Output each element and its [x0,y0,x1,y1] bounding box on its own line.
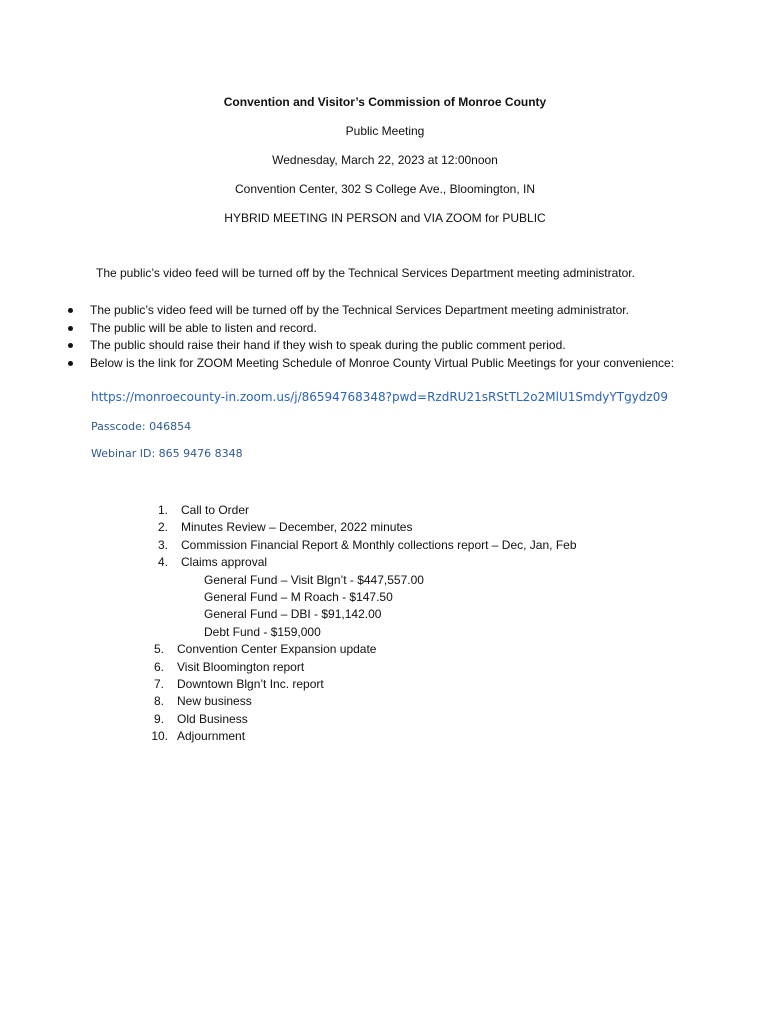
notice-list [66,302,674,372]
meeting-location: Convention Center, 302 S College Ave., Bloomington, IN [235,182,535,196]
zoom-passcode: Passcode: 046854 [91,420,192,433]
page-title: Convention and Visitor’s Commission of Monroe County [223,95,547,109]
zoom-webinar-id: Webinar ID: 865 9476 8348 [91,447,243,460]
list-item: Below is the link for ZOOM Meeting Schedule of Monroe County Virtual Public Meetings for your convenience: [66,355,674,373]
meeting-type: Public Meeting [345,124,425,138]
intro-paragraph: The public’s video feed will be turned off by the Technical Services Department meeting administrator. [96,266,635,280]
list-item: The public should raise their hand if they wish to speak during the public comment period. [66,337,674,355]
list-item: The public will be able to listen and record. [66,320,674,338]
list-item: The public’s video feed will be turned off by the Technical Services Department meeting administrator. [66,302,674,320]
meeting-date: Wednesday, March 22, 2023 at 12:00noon [272,153,498,167]
document-page: Convention and Visitor’s Commission of Monroe County Public Meeting Wednesday, March 22, 2023 at 12:00noon Convention Center, 302 S College Ave., Bloomington, IN HYBRID MEETING IN PERSON and VIA ZOOM for PUBLIC The public’s video feed will be turned off by the Technical Services Department meeting administrator. The public’s video feed will be turned off by the Technical Services Department meeting administrator. The public will be able to listen and record. The public should raise their hand if they wish to speak during the public comment period. Below is the link for ZOOM Meeting Schedule of Monroe County Virtual Public Meetings for your convenience: https://monroecounty-in.zoom.us/j/86594768348?pwd=RzdRU21sRStTL2o2MlU1SmdyYTgydz09 Passcode: 046854 Webinar ID: 865 9476 8348 1. Call to Order 2. Minutes Review – December, 2022 minutes 3. Commission Financial Report & Monthly collections report – Dec, Jan, Feb 4. Claims approval General Fund – Visit Blgn’t - $447,557.00 General Fund – M Roach - $147.50 General Fund – DBI - $91,142.00 Debt Fund - $159,000 5. Convention Center Expansion update 6. Visit Bloomington report 7. Downtown Blgn’t Inc. report 8. New business 9. Old Business 10. Adjournment [0,0,770,1024]
bullet-icon [68,308,73,313]
zoom-meeting-link[interactable]: https://monroecounty-in.zoom.us/j/86594768348?pwd=RzdRU21sRStTL2o2MlU1SmdyYTgydz09 [91,390,668,404]
bullet-icon [68,343,73,348]
meeting-format: HYBRID MEETING IN PERSON and VIA ZOOM for PUBLIC [224,211,546,225]
bullet-icon [68,361,73,366]
bullet-icon [68,326,73,331]
